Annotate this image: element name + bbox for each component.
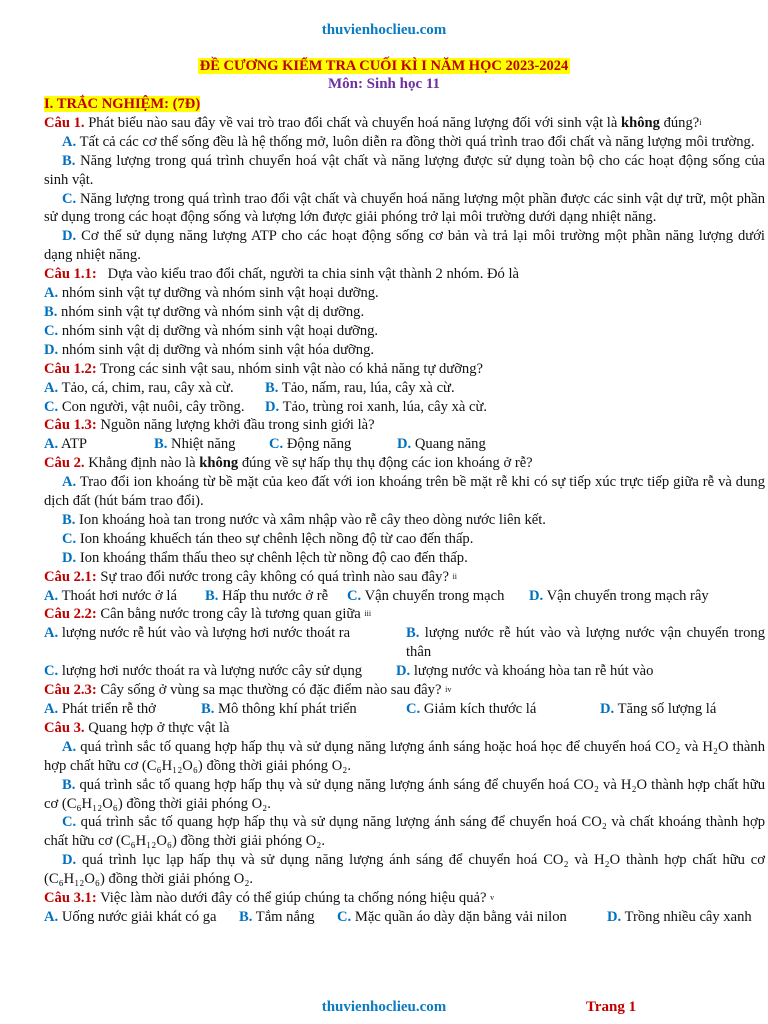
q21-options-row — [44, 587, 765, 606]
q23-option-b: B. Mô thông khí phát triển — [201, 701, 357, 718]
document-title: ĐỀ CƯƠNG KIỂM TRA CUỐI KÌ I NĂM HỌC 2023-2024 — [199, 58, 569, 74]
site-watermark-bottom[interactable]: thuvienhoclieu.com — [321, 999, 447, 1015]
q2-option-a: A. Trao đổi ion khoáng từ bề mặt của keo đất với ion khoáng trên bề mặt rễ khi có sự tiếp xúc trực tiếp giữa rễ và dung dịch đất (hút bám trao đổi). — [44, 474, 765, 510]
q3-option-b: B. quá trình sắc tố quang hợp hấp thụ và sử dụng năng lượng ánh sáng để chuyển hoá CO₂ và H₂O thành hợp chất hữu cơ (C₆H₁₂O₆) đồng thời giải phóng O₂. — [44, 776, 765, 812]
page-number: Trang 1 — [586, 999, 637, 1015]
question-2-1: Câu 2.1: Sự trao đổi nước trong cây không có quá trình nào sau đây? $^{ii}$ — [44, 568, 458, 585]
q1-option-b: B. Năng lượng trong quá trình chuyển hoá vật chất và năng lượng được sử dụng toàn bộ cho các hoạt động sống của sinh vật. — [44, 152, 765, 188]
q1-option-c: C. Năng lượng trong quá trình trao đổi vật chất và chuyển hoá năng lượng một phần được các sinh vật dự trữ, một phần sử dụng trong các hoạt động sống và lượng lớn được giải phóng trở lại môi trường dưới dạng nhiệt năng. — [44, 190, 765, 226]
q12-options-row-1 — [44, 379, 765, 398]
q22-option-b: B. lượng nước rễ hút vào và lượng nước vận chuyển trong thân — [406, 625, 765, 661]
question-1-3: Câu 1.3: Nguồn năng lượng khởi đầu trong sinh giới là? — [44, 417, 375, 434]
subject-line: Môn: Sinh học 11 — [327, 76, 441, 92]
section-heading: I. TRẮC NGHIỆM: (7Đ) — [44, 96, 201, 112]
q22-option-a: A. lượng nước rễ hút vào và lượng hơi nước thoát ra — [44, 625, 351, 642]
question-1: Câu 1. Phát biểu nào sau đây về vai trò trao đổi chất và chuyển hoá năng lượng đối với sinh vật là không đúng?$^i$ — [44, 114, 702, 131]
q31-option-c: C. Mặc quần áo dày dặn bằng vải nilon — [337, 908, 567, 925]
q22-option-c: C. lượng hơi nước thoát ra và lượng nước cây sử dụng — [44, 663, 363, 680]
site-watermark-top[interactable]: thuvienhoclieu.com — [321, 22, 447, 38]
q3-option-a: A. quá trình sắc tố quang hợp hấp thụ và sử dụng năng lượng ánh sáng hoặc hoá học để chuyển hoá CO₂ và H₂O thành hợp chất hữu cơ (C₆H₁₂O₆) đồng thời giải phóng O₂. — [44, 738, 765, 774]
q2-option-c: C. Ion khoáng khuếch tán theo sự chênh lệch nồng độ từ cao đến thấp. — [62, 530, 474, 547]
q2-option-b: B. Ion khoáng hoà tan trong nước và xâm nhập vào rễ cây theo dòng nước liên kết. — [62, 511, 546, 528]
q3-option-d: D. quá trình lục lạp hấp thụ và sử dụng năng lượng ánh sáng để chuyển hoá CO₂ và H₂O thành hợp chất hữu cơ (C₆H₁₂O₆) đồng thời giải phóng O₂. — [44, 852, 765, 888]
q12-option-d: D. Tảo, trùng roi xanh, lúa, cây xà cừ. — [265, 398, 488, 415]
q21-option-c: C. Vận chuyển trong mạch — [347, 587, 505, 604]
q21-option-d: D. Vận chuyển trong mạch rây — [529, 587, 709, 604]
q11-option-b: B. nhóm sinh vật tự dưỡng và nhóm sinh vật dị dưỡng. — [44, 303, 365, 320]
q11-option-d: D. nhóm sinh vật dị dưỡng và nhóm sinh vật hóa dưỡng. — [44, 341, 375, 358]
question-1-2: Câu 1.2: Trong các sinh vật sau, nhóm sinh vật nào có khả năng tự dưỡng? — [44, 360, 484, 377]
q11-option-c: C. nhóm sinh vật dị dưỡng và nhóm sinh vật hoại dưỡng. — [44, 322, 379, 339]
q13-option-d: D. Quang năng — [397, 436, 486, 453]
q12-option-c: C. Con người, vật nuôi, cây trồng. — [44, 398, 245, 415]
q13-options-row — [44, 435, 765, 454]
q11-option-a: A. nhóm sinh vật tự dưỡng và nhóm sinh vật hoại dưỡng. — [44, 285, 379, 302]
question-3: Câu 3. Quang hợp ở thực vật là — [44, 719, 230, 736]
q13-option-c: C. Động năng — [269, 436, 352, 453]
q21-option-b: B. Hấp thu nước ở rễ — [205, 587, 329, 604]
q12-option-a: A. Tảo, cá, chim, rau, cây xà cừ. — [44, 379, 234, 396]
q13-option-a: A. ATP — [44, 436, 87, 453]
q1-option-d: D. Cơ thể sử dụng năng lượng ATP cho các hoạt động sống cơ bản và trả lại môi trường một phần năng lượng dưới dạng nhiệt năng. — [44, 228, 765, 264]
q31-option-a: A. Uống nước giải khát có ga — [44, 908, 217, 925]
question-2-2: Câu 2.2: Cân bằng nước trong cây là tương quan giữa $^{iii}$ — [44, 606, 372, 623]
q22-options-row-2 — [44, 662, 765, 681]
q23-option-c: C. Giảm kích thước lá — [406, 701, 537, 718]
q31-option-d: D. Trồng nhiều cây xanh — [607, 908, 752, 925]
q23-option-a: A. Phát triển rễ thở — [44, 701, 156, 718]
q23-options-row — [44, 700, 765, 719]
question-3-1: Câu 3.1: Việc làm nào dưới đây có thể giúp chúng ta chống nóng hiệu quả? $^v$ — [44, 890, 495, 907]
question-1-1: Câu 1.1: Dựa vào kiểu trao đổi chất, người ta chia sinh vật thành 2 nhóm. Đó là — [44, 266, 520, 283]
question-2: Câu 2. Khẳng định nào là không đúng về sự hấp thụ thụ động các ion khoáng ở rễ? — [44, 455, 533, 472]
q23-option-d: D. Tăng số lượng lá — [600, 701, 717, 718]
q22-option-d: D. lượng nước và khoáng hòa tan rễ hút vào — [396, 663, 654, 680]
q3-option-c: C. quá trình sắc tố quang hợp hấp thụ và sử dụng năng lượng ánh sáng để chuyển hoá CO₂ và chất khoáng thành hợp chất hữu cơ (C₆H₁₂O₆) đồng thời giải phóng O₂. — [44, 814, 765, 850]
q13-option-b: B. Nhiệt năng — [154, 436, 236, 453]
q2-option-d: D. Ion khoáng thẩm thấu theo sự chênh lệch từ nồng độ cao đến thấp. — [62, 549, 468, 566]
q31-option-b: B. Tắm nắng — [239, 908, 315, 925]
q1-option-a: A. Tất cả các cơ thể sống đều là hệ thống mở, luôn diễn ra đồng thời quá trình trao đổi chất và năng lượng môi trường. — [62, 133, 755, 150]
q12-options-row-2 — [44, 398, 765, 417]
q21-option-a: A. Thoát hơi nước ở lá — [44, 587, 177, 604]
question-2-3: Câu 2.3: Cây sống ở vùng sa mạc thường có đặc điểm nào sau đây? $^{iv}$ — [44, 682, 452, 699]
question-list — [44, 95, 765, 927]
q31-options-row — [44, 908, 765, 927]
q12-option-b: B. Tảo, nấm, rau, lúa, cây xà cừ. — [265, 379, 455, 396]
